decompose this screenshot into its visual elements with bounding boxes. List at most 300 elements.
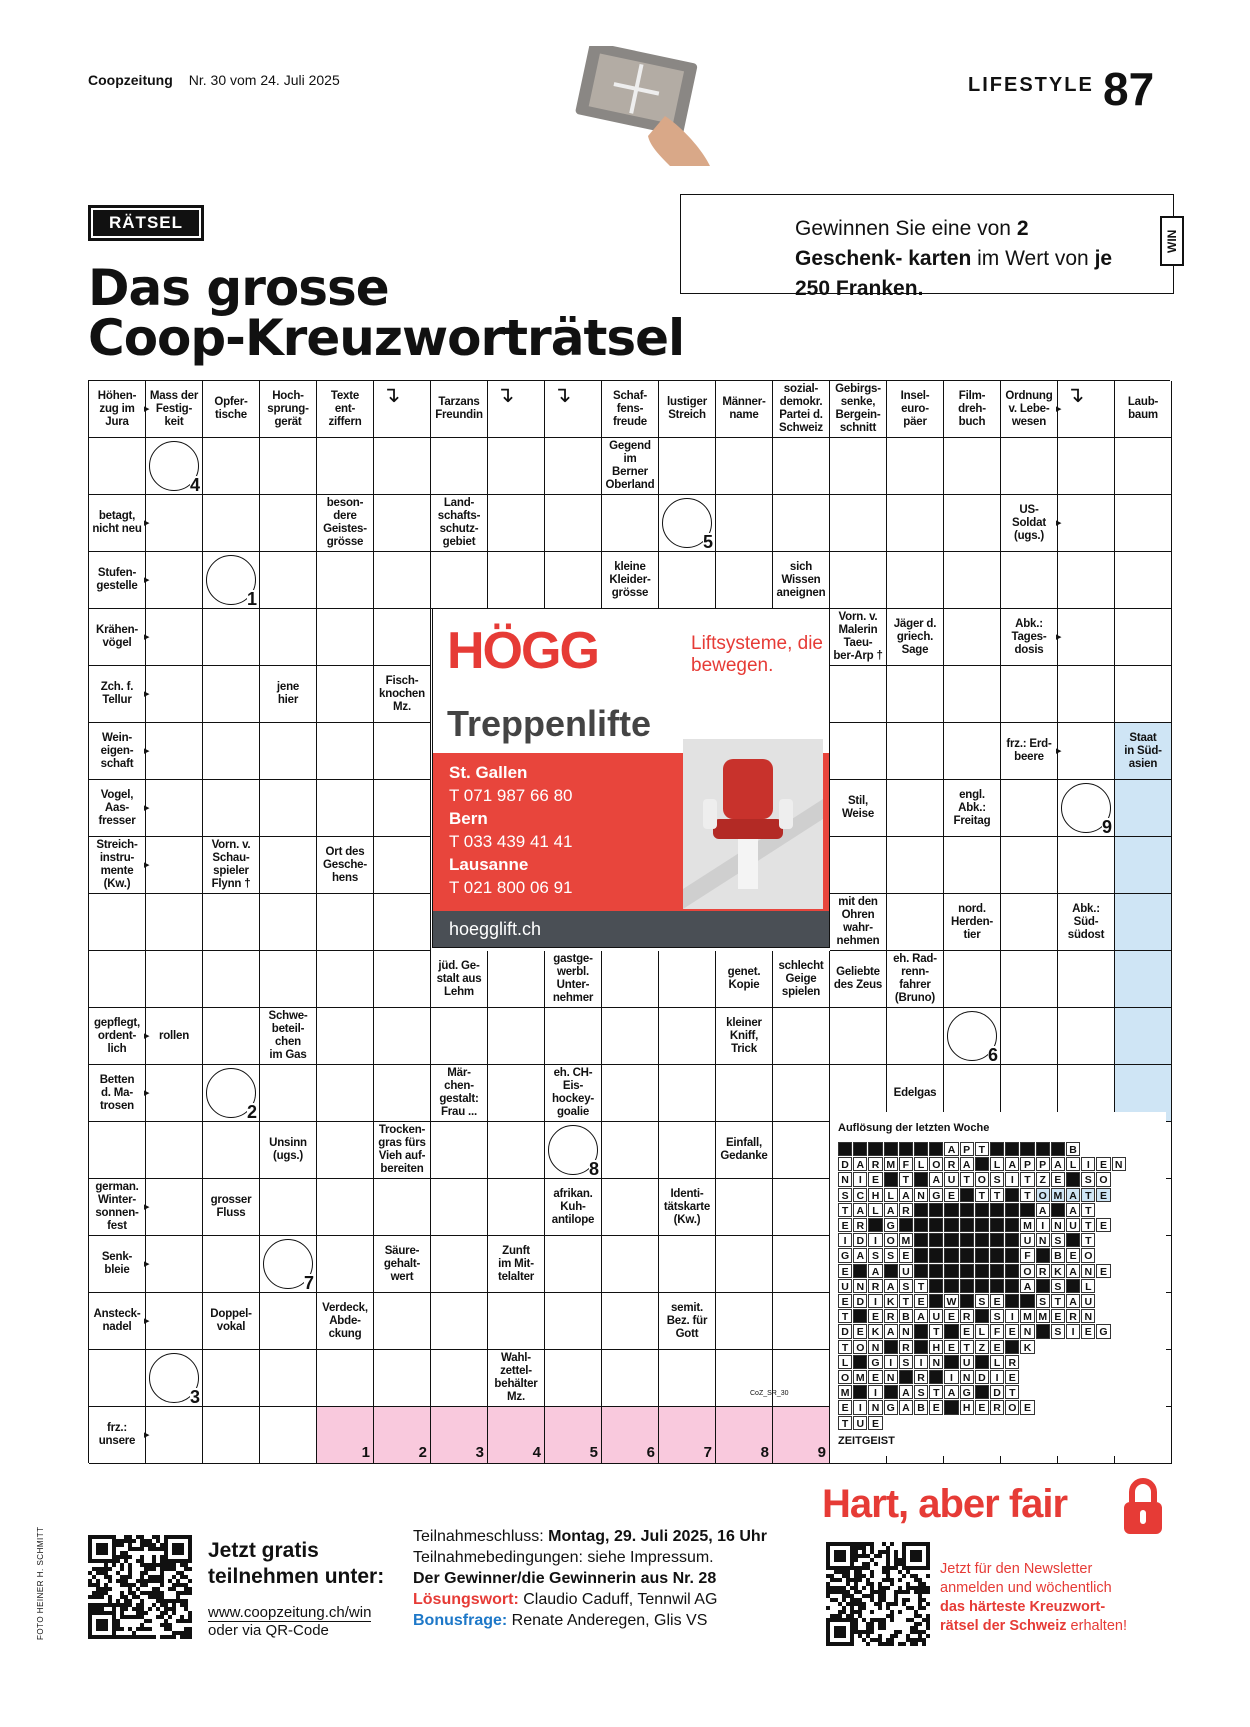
answer-cell[interactable] <box>203 1065 260 1122</box>
stairlift-chair-image <box>683 739 823 909</box>
answer-cell[interactable] <box>1058 666 1115 723</box>
solution-letter: D <box>990 1385 1004 1399</box>
answer-cell[interactable] <box>89 1350 146 1407</box>
answer-cell[interactable] <box>545 438 602 495</box>
answer-cell[interactable] <box>944 837 1001 894</box>
ad-url[interactable]: hoegglift.ch <box>433 911 830 948</box>
solution-letter: N <box>1112 1157 1126 1171</box>
answer-cell[interactable] <box>203 780 260 837</box>
solution-letter: R <box>1066 1309 1080 1323</box>
answer-cell[interactable] <box>1001 552 1058 609</box>
answer-cell[interactable] <box>374 438 431 495</box>
solution-letter: P <box>1036 1157 1050 1171</box>
answer-cell[interactable] <box>260 1350 317 1407</box>
solution-word-cell[interactable] <box>602 1407 659 1464</box>
answer-cell[interactable] <box>944 951 1001 1008</box>
answer-cell[interactable] <box>716 1065 773 1122</box>
answer-cell[interactable] <box>773 1179 830 1236</box>
answer-cell[interactable] <box>1115 951 1172 1008</box>
clue-cell: mit den Ohren wahr- nehmen <box>830 894 887 951</box>
solution-letter: S <box>990 1309 1004 1323</box>
arrow-icon: ▸ <box>1056 744 1062 757</box>
clue-cell: Mass der Festig- keit <box>146 381 203 438</box>
answer-cell[interactable] <box>260 495 317 552</box>
answer-cell[interactable] <box>317 438 374 495</box>
solution-black-cell <box>1066 1233 1080 1247</box>
answer-cell[interactable] <box>260 780 317 837</box>
arrow-icon: ▸ <box>144 402 150 415</box>
answer-cell[interactable] <box>830 837 887 894</box>
answer-cell[interactable] <box>1058 438 1115 495</box>
answer-cell[interactable] <box>716 1179 773 1236</box>
answer-cell[interactable] <box>146 1179 203 1236</box>
answer-cell[interactable] <box>374 495 431 552</box>
answer-cell[interactable] <box>203 495 260 552</box>
answer-cell[interactable] <box>659 1065 716 1122</box>
clue-cell: Doppel- vokal <box>203 1293 260 1350</box>
answer-cell[interactable] <box>887 723 944 780</box>
answer-cell[interactable] <box>830 666 887 723</box>
answer-cell[interactable] <box>602 1350 659 1407</box>
answer-cell[interactable] <box>203 552 260 609</box>
answer-cell[interactable] <box>1001 951 1058 1008</box>
answer-cell[interactable] <box>602 1293 659 1350</box>
answer-cell[interactable] <box>374 1293 431 1350</box>
last-week-solution <box>830 1112 1166 1456</box>
answer-cell[interactable] <box>203 1008 260 1065</box>
solution-letter: M <box>1036 1309 1050 1323</box>
answer-cell[interactable] <box>374 837 431 894</box>
answer-cell[interactable] <box>203 723 260 780</box>
answer-cell[interactable] <box>830 552 887 609</box>
answer-cell[interactable] <box>374 1008 431 1065</box>
answer-cell[interactable] <box>260 609 317 666</box>
photo-credit: FOTO HEINER H. SCHMITT <box>36 1526 45 1640</box>
solution-letter: A <box>929 1172 943 1186</box>
answer-cell[interactable] <box>773 1008 830 1065</box>
answer-cell[interactable] <box>317 1350 374 1407</box>
answer-cell[interactable] <box>659 951 716 1008</box>
clue-cell: Säure- gehalt- wert <box>374 1236 431 1293</box>
solution-black-cell <box>975 1279 989 1293</box>
solution-letter: N <box>884 1370 898 1384</box>
answer-cell[interactable] <box>659 495 716 552</box>
answer-cell[interactable] <box>89 894 146 951</box>
clue-cell: Texte ent- ziffern <box>317 381 374 438</box>
solution-letter: T <box>838 1203 852 1217</box>
answer-cell[interactable] <box>545 1236 602 1293</box>
qr-code-newsletter[interactable] <box>826 1542 930 1646</box>
answer-cell[interactable] <box>1058 723 1115 780</box>
answer-cell[interactable] <box>374 894 431 951</box>
solution-black-cell <box>853 1309 867 1323</box>
hoegg-advertisement[interactable] <box>432 608 830 948</box>
solution-letter: T <box>929 1385 943 1399</box>
answer-cell[interactable] <box>488 381 545 438</box>
answer-cell[interactable] <box>602 1122 659 1179</box>
answer-cell[interactable] <box>260 1407 317 1464</box>
answer-cell[interactable] <box>89 438 146 495</box>
answer-cell[interactable] <box>716 495 773 552</box>
answer-cell[interactable] <box>545 381 602 438</box>
arrow-icon: ▸ <box>1056 630 1062 643</box>
answer-cell[interactable] <box>1115 552 1172 609</box>
answer-cell[interactable] <box>944 1008 1001 1065</box>
win-badge: WIN <box>1160 216 1184 266</box>
solution-letter: C <box>853 1188 867 1202</box>
answer-cell[interactable] <box>146 1293 203 1350</box>
answer-cell[interactable] <box>317 723 374 780</box>
solution-black-cell <box>1005 1142 1019 1156</box>
answer-cell[interactable] <box>887 837 944 894</box>
clue-cell: frz.: Erd- beere <box>1001 723 1058 780</box>
answer-cell[interactable] <box>260 894 317 951</box>
answer-cell[interactable] <box>659 438 716 495</box>
solution-word-cell[interactable] <box>317 1407 374 1464</box>
answer-cell[interactable] <box>374 951 431 1008</box>
clue-cell: Trocken- gras fürs Vieh auf- bereiten <box>374 1122 431 1179</box>
answer-cell[interactable] <box>659 1350 716 1407</box>
arrow-icon: ▸ <box>144 516 150 529</box>
solution-letter: O <box>1036 1188 1050 1202</box>
answer-cell[interactable] <box>488 1065 545 1122</box>
answer-cell[interactable] <box>488 1008 545 1065</box>
answer-cell[interactable] <box>1058 495 1115 552</box>
solution-word-cell[interactable] <box>659 1407 716 1464</box>
answer-cell[interactable] <box>146 780 203 837</box>
answer-cell[interactable] <box>545 1293 602 1350</box>
answer-cell[interactable] <box>830 438 887 495</box>
answer-cell[interactable] <box>659 552 716 609</box>
answer-cell[interactable] <box>716 1236 773 1293</box>
participate-url[interactable]: www.coopzeitung.ch/win oder via QR-Code <box>208 1604 372 1639</box>
answer-cell[interactable] <box>1001 837 1058 894</box>
solution-word-cell[interactable] <box>488 1407 545 1464</box>
solution-letter: T <box>914 1279 928 1293</box>
solution-letter: T <box>838 1416 852 1430</box>
answer-cell[interactable] <box>1001 666 1058 723</box>
solution-letter: Z <box>975 1340 989 1354</box>
clue-cell: US- Soldat (ugs.) <box>1001 495 1058 552</box>
answer-cell[interactable] <box>317 666 374 723</box>
answer-cell[interactable] <box>146 666 203 723</box>
solution-black-cell <box>944 1324 958 1338</box>
answer-cell[interactable] <box>203 1236 260 1293</box>
answer-cell[interactable] <box>317 894 374 951</box>
answer-cell[interactable] <box>260 951 317 1008</box>
answer-cell[interactable] <box>545 1122 602 1179</box>
answer-cell[interactable] <box>887 894 944 951</box>
solution-letter: S <box>1081 1172 1095 1186</box>
answer-cell[interactable] <box>488 1179 545 1236</box>
answer-cell[interactable] <box>830 723 887 780</box>
answer-cell[interactable] <box>203 894 260 951</box>
answer-cell[interactable] <box>146 1236 203 1293</box>
answer-cell[interactable] <box>374 723 431 780</box>
answer-cell[interactable] <box>602 951 659 1008</box>
answer-cell[interactable] <box>260 1293 317 1350</box>
solution-black-cell <box>1005 1188 1019 1202</box>
answer-cell[interactable] <box>944 438 1001 495</box>
solution-letter: N <box>868 1340 882 1354</box>
answer-cell[interactable] <box>1115 495 1172 552</box>
answer-cell[interactable] <box>602 495 659 552</box>
answer-cell[interactable] <box>716 1293 773 1350</box>
answer-cell[interactable] <box>374 780 431 837</box>
clue-cell: rollen <box>146 1008 203 1065</box>
arrow-icon: ▸ <box>144 801 150 814</box>
solution-black-cell <box>1005 1279 1019 1293</box>
answer-cell[interactable] <box>773 495 830 552</box>
solution-word-cell[interactable] <box>545 1407 602 1464</box>
answer-cell[interactable] <box>602 1008 659 1065</box>
solution-letter: T <box>1081 1203 1095 1217</box>
answer-cell[interactable] <box>317 609 374 666</box>
solution-letter: S <box>1051 1324 1065 1338</box>
answer-cell[interactable] <box>887 1008 944 1065</box>
answer-cell[interactable] <box>260 837 317 894</box>
solution-letter: L <box>884 1188 898 1202</box>
answer-cell[interactable] <box>317 552 374 609</box>
answer-cell[interactable] <box>260 723 317 780</box>
answer-cell[interactable] <box>773 1350 830 1407</box>
solution-letter: T <box>838 1340 852 1354</box>
answer-cell[interactable] <box>488 552 545 609</box>
answer-cell[interactable] <box>146 723 203 780</box>
answer-cell[interactable] <box>1058 837 1115 894</box>
answer-cell[interactable] <box>146 495 203 552</box>
solution-letter: T <box>975 1188 989 1202</box>
clue-cell: Gegend im Berner Oberland <box>602 438 659 495</box>
answer-cell[interactable] <box>374 552 431 609</box>
answer-cell[interactable] <box>887 666 944 723</box>
answer-cell[interactable] <box>431 1179 488 1236</box>
answer-cell[interactable] <box>203 1122 260 1179</box>
solution-letter: U <box>1066 1218 1080 1232</box>
answer-cell[interactable] <box>146 837 203 894</box>
answer-cell[interactable] <box>1115 894 1172 951</box>
answer-cell[interactable] <box>146 1065 203 1122</box>
answer-cell[interactable] <box>431 1350 488 1407</box>
answer-cell[interactable] <box>1058 1008 1115 1065</box>
answer-cell[interactable] <box>1058 780 1115 837</box>
answer-cell[interactable] <box>203 951 260 1008</box>
solution-word-cell[interactable] <box>773 1407 830 1464</box>
answer-cell[interactable] <box>89 951 146 1008</box>
answer-cell[interactable] <box>1115 438 1172 495</box>
answer-cell[interactable] <box>1058 609 1115 666</box>
answer-cell[interactable] <box>773 1122 830 1179</box>
answer-cell[interactable] <box>260 1236 317 1293</box>
solution-black-cell <box>944 1279 958 1293</box>
answer-cell[interactable] <box>431 552 488 609</box>
answer-cell[interactable] <box>317 1008 374 1065</box>
answer-cell[interactable] <box>146 1407 203 1464</box>
solution-black-cell <box>914 1340 928 1354</box>
answer-cell[interactable] <box>1058 552 1115 609</box>
clue-cell: Verdeck, Abde- ckung <box>317 1293 374 1350</box>
answer-cell[interactable] <box>374 381 431 438</box>
solution-letter: L <box>975 1324 989 1338</box>
answer-cell[interactable] <box>659 1008 716 1065</box>
answer-cell[interactable] <box>773 1065 830 1122</box>
answer-cell[interactable] <box>317 1065 374 1122</box>
qr-code-participate[interactable] <box>88 1535 192 1639</box>
answer-cell[interactable] <box>716 1350 773 1407</box>
solution-letter: N <box>1036 1233 1050 1247</box>
solution-letter: F <box>990 1324 1004 1338</box>
solution-letter: O <box>838 1370 852 1384</box>
answer-cell[interactable] <box>488 1293 545 1350</box>
answer-cell[interactable] <box>944 609 1001 666</box>
solution-letter: E <box>838 1264 852 1278</box>
solution-letter: S <box>868 1248 882 1262</box>
answer-cell[interactable] <box>602 1179 659 1236</box>
answer-cell[interactable] <box>1001 438 1058 495</box>
answer-cell[interactable] <box>203 609 260 666</box>
answer-cell[interactable] <box>773 438 830 495</box>
answer-cell[interactable] <box>374 609 431 666</box>
solution-letter: F <box>899 1157 913 1171</box>
answer-cell[interactable] <box>1001 894 1058 951</box>
answer-cell[interactable] <box>146 1350 203 1407</box>
answer-cell[interactable] <box>488 1122 545 1179</box>
promo-title: Hart, aber fair <box>822 1482 1068 1526</box>
participation-info: Teilnahmeschluss: Montag, 29. Juli 2025, 16 Uhr Teilnahmebedingungen: siehe Impressum. Der Gewinner/die Gewinnerin aus Nr. 28 Lösungswort: Claudio Caduff, Tennwil AG Bonusfrage: Renate Anderegen, Glis VS <box>413 1528 767 1629</box>
answer-cell[interactable] <box>488 438 545 495</box>
answer-cell[interactable] <box>431 1122 488 1179</box>
answer-cell[interactable] <box>203 1350 260 1407</box>
solution-letter: N <box>868 1400 882 1414</box>
answer-cell[interactable] <box>146 438 203 495</box>
solution-letter: A <box>1020 1279 1034 1293</box>
answer-cell[interactable] <box>374 1350 431 1407</box>
answer-cell[interactable] <box>431 1008 488 1065</box>
answer-cell[interactable] <box>317 1122 374 1179</box>
answer-cell[interactable] <box>203 666 260 723</box>
answer-cell[interactable] <box>545 552 602 609</box>
answer-cell[interactable] <box>659 1236 716 1293</box>
answer-cell[interactable] <box>1115 666 1172 723</box>
answer-cell[interactable] <box>887 495 944 552</box>
solution-word-cell[interactable] <box>374 1407 431 1464</box>
solution-black-cell <box>944 1203 958 1217</box>
answer-cell[interactable] <box>374 1065 431 1122</box>
circle-number: 1 <box>246 589 257 609</box>
solution-word-cell[interactable] <box>431 1407 488 1464</box>
answer-cell[interactable] <box>146 609 203 666</box>
clue-cell: semit. Bez. für Gott <box>659 1293 716 1350</box>
answer-cell[interactable] <box>431 1293 488 1350</box>
solution-letter: A <box>914 1309 928 1323</box>
solution-letter: M <box>899 1233 913 1247</box>
solution-black-cell <box>868 1218 882 1232</box>
solution-letter: T <box>1020 1172 1034 1186</box>
solution-letter: E <box>899 1248 913 1262</box>
solution-letter: F <box>1020 1248 1034 1262</box>
answer-cell[interactable] <box>260 552 317 609</box>
answer-cell[interactable] <box>1115 1008 1172 1065</box>
answer-cell[interactable] <box>944 723 1001 780</box>
answer-cell[interactable] <box>830 1008 887 1065</box>
answer-cell[interactable] <box>1058 951 1115 1008</box>
answer-cell[interactable] <box>1001 1008 1058 1065</box>
answer-cell[interactable] <box>1115 837 1172 894</box>
solution-black-cell <box>929 1264 943 1278</box>
answer-cell[interactable] <box>203 1407 260 1464</box>
clue-cell: Vogel, Aas- fresser <box>89 780 146 837</box>
answer-cell[interactable] <box>488 951 545 1008</box>
answer-cell[interactable] <box>260 1179 317 1236</box>
solution-letter: G <box>838 1248 852 1262</box>
answer-cell[interactable] <box>545 495 602 552</box>
answer-cell[interactable] <box>887 438 944 495</box>
answer-cell[interactable] <box>1001 780 1058 837</box>
solution-letter: E <box>944 1309 958 1323</box>
answer-cell[interactable] <box>260 438 317 495</box>
answer-cell[interactable] <box>89 1122 146 1179</box>
answer-cell[interactable] <box>431 1236 488 1293</box>
answer-cell[interactable] <box>1058 381 1115 438</box>
clue-cell: Männer- name <box>716 381 773 438</box>
answer-cell[interactable] <box>944 666 1001 723</box>
answer-cell[interactable] <box>944 495 1001 552</box>
answer-cell[interactable] <box>659 1122 716 1179</box>
circle-number: 6 <box>987 1045 998 1065</box>
answer-cell[interactable] <box>1115 609 1172 666</box>
answer-cell[interactable] <box>887 552 944 609</box>
answer-cell[interactable] <box>944 552 1001 609</box>
answer-cell[interactable] <box>773 1236 830 1293</box>
answer-cell[interactable] <box>317 1236 374 1293</box>
answer-cell[interactable] <box>716 552 773 609</box>
solution-letter: E <box>853 1324 867 1338</box>
answer-cell[interactable] <box>545 1350 602 1407</box>
solution-letter: R <box>914 1370 928 1384</box>
clue-cell: afrikan. Kuh- antilope <box>545 1179 602 1236</box>
answer-cell[interactable] <box>146 951 203 1008</box>
clue-cell: Identi- tätskarte (Kw.) <box>659 1179 716 1236</box>
answer-cell[interactable] <box>545 1008 602 1065</box>
answer-cell[interactable] <box>146 894 203 951</box>
answer-cell[interactable] <box>317 1179 374 1236</box>
solution-letter: L <box>990 1157 1004 1171</box>
solution-letter: A <box>884 1324 898 1338</box>
answer-cell[interactable] <box>146 1122 203 1179</box>
answer-cell[interactable] <box>887 780 944 837</box>
answer-cell[interactable] <box>1115 780 1172 837</box>
answer-cell[interactable] <box>773 1293 830 1350</box>
answer-cell[interactable] <box>830 495 887 552</box>
solution-word-cell[interactable] <box>716 1407 773 1464</box>
answer-cell[interactable] <box>203 438 260 495</box>
answer-cell[interactable] <box>317 780 374 837</box>
answer-cell[interactable] <box>260 1065 317 1122</box>
answer-cell[interactable] <box>374 1179 431 1236</box>
answer-cell[interactable] <box>602 1065 659 1122</box>
answer-cell[interactable] <box>431 438 488 495</box>
solution-black-cell <box>975 1355 989 1369</box>
solution-black-cell <box>1066 1172 1080 1186</box>
solution-letter: K <box>1051 1264 1065 1278</box>
answer-cell[interactable] <box>317 951 374 1008</box>
solution-black-cell <box>914 1324 928 1338</box>
answer-cell[interactable] <box>602 1236 659 1293</box>
clue-cell: Unsinn (ugs.) <box>260 1122 317 1179</box>
answer-cell[interactable] <box>716 438 773 495</box>
answer-cell[interactable] <box>488 495 545 552</box>
answer-cell[interactable] <box>146 552 203 609</box>
